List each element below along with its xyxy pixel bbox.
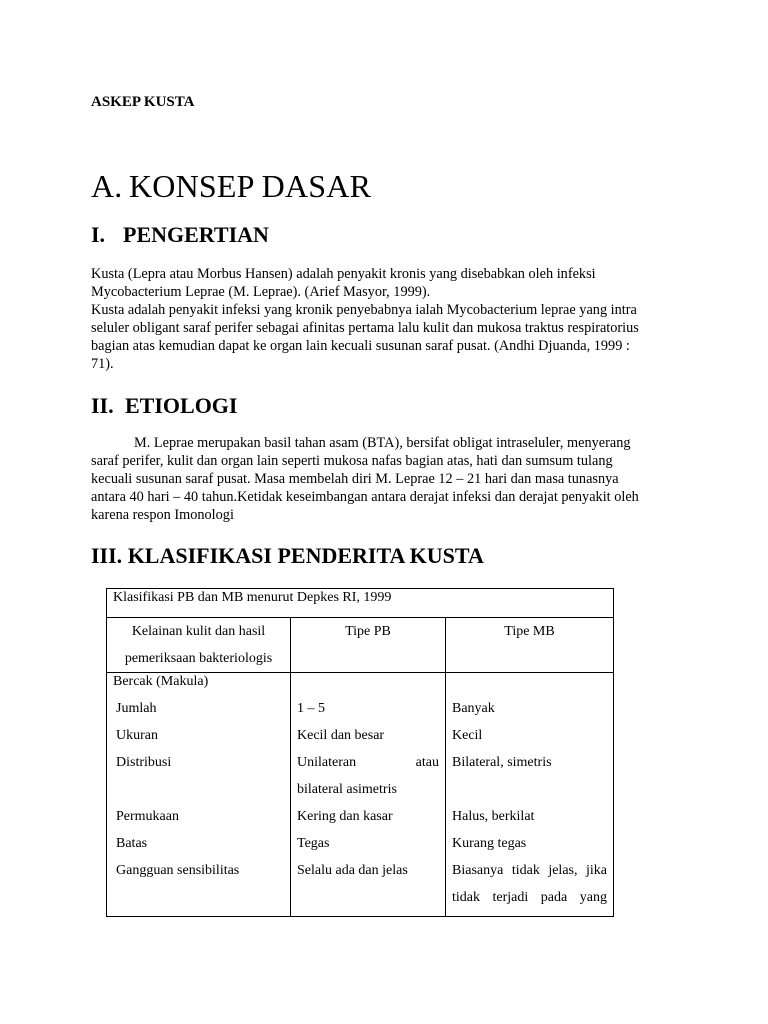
pb-distribusi-line1 — [291, 749, 445, 776]
paragraph-line: Kusta (Lepra atau Morbus Hansen) adalah penyakit kronis yang disebabkan oleh infeksi — [91, 266, 596, 282]
row-label-sensibilitas: Gangguan sensibilitas — [116, 863, 240, 878]
header-kelainan-line1: Kelainan kulit dan hasil — [131, 624, 266, 639]
heading-pengertian-number: I. — [91, 222, 106, 247]
paragraph-line: kecuali susunan saraf pusat. Masa membelah diri M. Leprae 12 – 21 hari dan masa tunasnya — [91, 471, 619, 487]
pb-distribusi-word2: atau — [415, 755, 439, 770]
row-label-jumlah: Jumlah — [116, 701, 157, 716]
table-header-row — [107, 618, 614, 673]
mb-sensibilitas-word: jelas, — [548, 863, 578, 878]
paragraph-line: 71). — [91, 356, 114, 372]
section-title-text: KONSEP DASAR — [129, 168, 372, 204]
mb-ukuran: Kecil — [452, 728, 483, 743]
mb-sensibilitas-word: terjadi — [492, 890, 529, 905]
mb-distribusi: Bilateral, simetris — [452, 755, 552, 770]
etiologi-paragraph — [91, 434, 691, 524]
header-kelainan — [107, 618, 291, 673]
mb-jumlah: Banyak — [452, 701, 495, 716]
mb-permukaan: Halus, berkilat — [452, 809, 535, 824]
mb-sensibilitas-word: tidak — [511, 863, 540, 878]
paragraph-line: Kusta adalah penyakit infeksi yang kronik penyebabnya ialah Mycobacterium leprae yang intra — [91, 302, 637, 318]
paragraph-line: M. Leprae merupakan basil tahan asam (BTA), bersifat obligat intraseluler, menyerang — [134, 435, 631, 451]
paragraph-line: Mycobacterium Leprae (M. Leprae). (Arief Masyor, 1999). — [91, 284, 431, 300]
header-kelainan-line2: pemeriksaan bakteriologis — [124, 651, 273, 666]
pb-permukaan: Kering dan kasar — [297, 809, 393, 824]
pb-distribusi-line2: bilateral asimetris — [297, 782, 397, 797]
pb-sensibilitas: Selalu ada dan jelas — [297, 863, 408, 878]
header-tipe-mb — [446, 618, 614, 673]
header-tipe-mb-text: Tipe MB — [504, 624, 555, 639]
paragraph-line: seluler obligant saraf perifer sebagai afinitas pertama lalu kulit dan mukosa traktus respiratorius — [91, 320, 639, 336]
row-label-permukaan: Permukaan — [116, 809, 179, 824]
paragraph-line: saraf perifer, kulit dan organ lain seperti mukosa nafas bagian atas, hati dan sumsum tulang — [91, 453, 613, 469]
mb-sensibilitas-word: jika — [585, 863, 607, 878]
document-label: ASKEP KUSTA — [91, 94, 195, 110]
heading-pengertian-title: PENGERTIAN — [123, 222, 269, 247]
section-title — [91, 168, 371, 205]
paragraph-line: antara 40 hari – 40 tahun.Ketidak keseimbangan antara derajat infeksi dan derajat penyakit oleh — [91, 489, 639, 505]
pengertian-paragraph — [91, 265, 691, 373]
mb-batas: Kurang tegas — [452, 836, 527, 851]
criteria-column — [107, 673, 291, 917]
section-number: A. — [91, 168, 123, 204]
header-tipe-pb — [291, 618, 446, 673]
pb-ukuran: Kecil dan besar — [297, 728, 385, 743]
spacer — [291, 673, 445, 695]
table-body-row — [107, 673, 614, 917]
table-caption-row — [107, 589, 614, 618]
mb-sensibilitas-word: yang — [579, 890, 607, 905]
mb-sensibilitas-word: Biasanya — [452, 863, 504, 878]
header-tipe-pb-text: Tipe PB — [345, 624, 391, 639]
pb-jumlah: 1 – 5 — [297, 701, 325, 716]
row-label-distribusi: Distribusi — [116, 755, 172, 770]
heading-klasifikasi-title: KLASIFIKASI PENDERITA KUSTA — [127, 543, 484, 568]
mb-sensibilitas-word: pada — [540, 890, 568, 905]
paragraph-line: karena respon Imonologi — [91, 507, 234, 523]
tipe-pb-column — [291, 673, 446, 917]
spacer — [446, 673, 613, 695]
heading-klasifikasi-number: III. — [91, 543, 123, 568]
klasifikasi-table — [106, 588, 614, 917]
klasifikasi-table-wrapper — [106, 588, 613, 917]
row-label-batas: Batas — [116, 836, 148, 851]
pb-batas: Tegas — [297, 836, 330, 851]
heading-klasifikasi — [91, 543, 484, 569]
mb-sensibilitas-word: tidak — [452, 890, 480, 905]
paragraph-line: bagian atas kemudian dapat ke organ lain kecuali susunan saraf pusat. (Andhi Djuanda, 1999 : — [91, 338, 630, 354]
pb-distribusi-word1: Unilateran — [297, 755, 357, 770]
spacer — [107, 776, 290, 803]
heading-pengertian — [91, 222, 269, 248]
heading-etiologi — [91, 393, 237, 419]
row-label-ukuran: Ukuran — [116, 728, 158, 743]
table-caption: Klasifikasi PB dan MB menurut Depkes RI, 1999 — [107, 589, 614, 618]
spacer — [446, 776, 613, 803]
heading-etiologi-number: II. — [91, 393, 114, 418]
mb-sensibilitas-line1 — [446, 857, 613, 884]
group-label: Bercak (Makula) — [113, 674, 209, 689]
heading-etiologi-title: ETIOLOGI — [125, 393, 238, 418]
tipe-mb-column — [446, 673, 614, 917]
mb-sensibilitas-line2 — [446, 884, 613, 911]
